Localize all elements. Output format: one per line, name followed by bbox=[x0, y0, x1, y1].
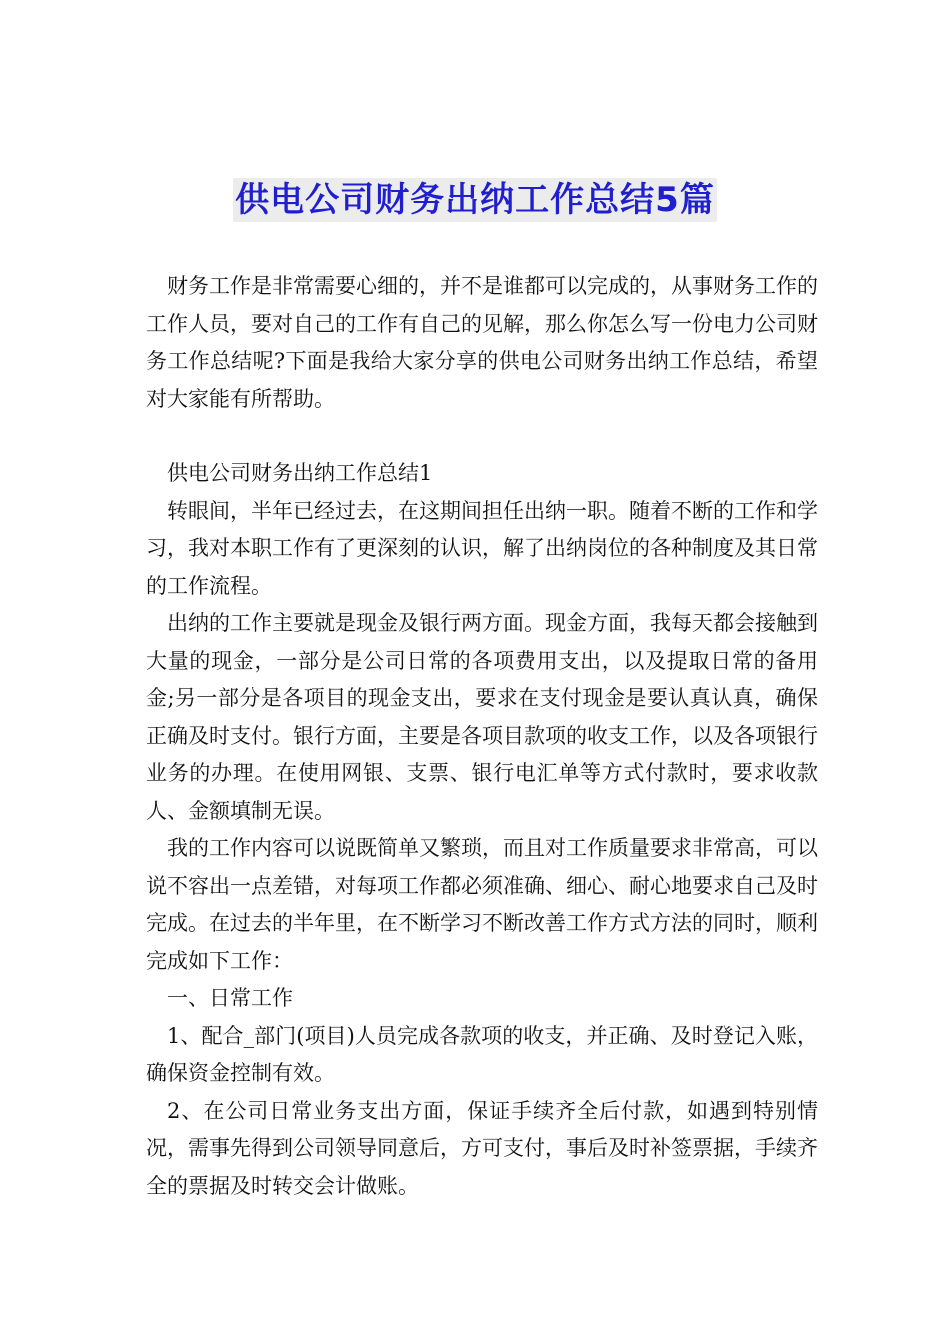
intro-paragraph: 财务工作是非常需要心细的，并不是谁都可以完成的，从事财务工作的工作人员，要对自己的工作有自己的见解，那么你怎么写一份电力公司财务工作总结呢?下面是我给大家分享的供电公司财务出纳工作总结，希望对大家能有所帮助。 bbox=[146, 274, 818, 411]
subheading-daily-work: 一、日常工作 bbox=[167, 986, 293, 1010]
title-container bbox=[0, 178, 950, 222]
list-item: 1、配合_部门(项目)人员完成各款项的收支，并正确、及时登记入账，确保资金控制有效。 bbox=[146, 1023, 818, 1085]
document-body bbox=[146, 268, 818, 1205]
list-item: 2、在公司日常业务支出方面，保证手续齐全后付款，如遇到特别情况，需事先得到公司领导同意后，方可支付，事后及时补签票据，手续齐全的票据及时转交会计做账。 bbox=[146, 1098, 818, 1198]
section-heading: 供电公司财务出纳工作总结1 bbox=[167, 461, 433, 485]
body-paragraph: 我的工作内容可以说既简单又繁琐，而且对工作质量要求非常高，可以说不容出一点差错，对每项工作都必须准确、细心、耐心地要求自己及时完成。在过去的半年里，在不断学习不断改善工作方式方法的同时，顺利完成如下工作： bbox=[146, 836, 818, 973]
body-paragraph: 转眼间，半年已经过去，在这期间担任出纳一职。随着不断的工作和学习，我对本职工作有了更深刻的认识，解了出纳岗位的各种制度及其日常的工作流程。 bbox=[146, 498, 818, 598]
document-title: 供电公司财务出纳工作总结5篇 bbox=[235, 180, 715, 220]
body-paragraph: 出纳的工作主要就是现金及银行两方面。现金方面，我每天都会接触到大量的现金，一部分是公司日常的各项费用支出，以及提取日常的备用金;另一部分是各项目的现金支出，要求在支付现金是要认真认真，确保正确及时支付。银行方面，主要是各项目款项的收支工作，以及各项银行业务的办理。在使用网银、支票、银行电汇单等方式付款时，要求收款人、金额填制无误。 bbox=[146, 611, 818, 823]
